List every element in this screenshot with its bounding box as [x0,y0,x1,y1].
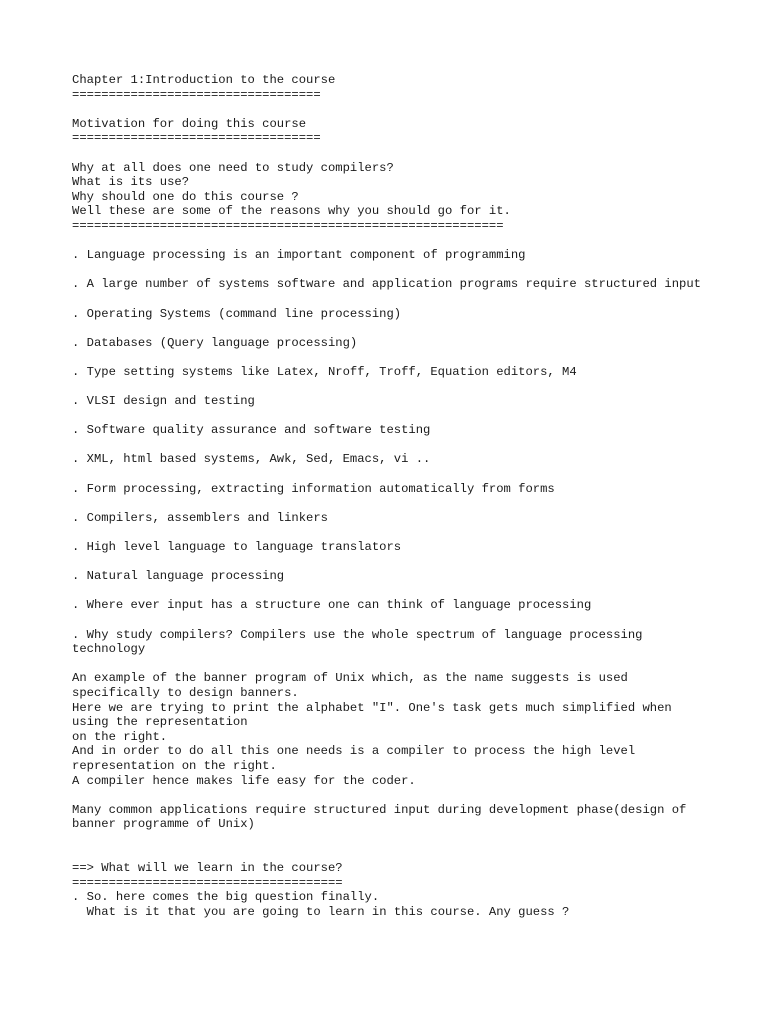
reasons-list [72,248,712,657]
learn-line: . So. here comes the big question finally. [72,890,380,905]
reason-item: . Software quality assurance and software testing [72,423,431,438]
reason-item: . VLSI design and testing [72,394,255,409]
reason-item: . Form processing, extracting information automatically from forms [72,481,555,496]
reason-item: . Databases (Query language processing) [72,335,358,350]
spacer [72,102,712,117]
chapter-title: Chapter 1:Introduction to the course [72,73,336,87]
questions-rule: =========================================================== [72,218,504,233]
applications-paragraph: Many common applications require structured input during development phase(design of banner programme of Unix) [72,802,694,832]
document-page [72,73,712,919]
motivation-rule: ================================== [72,131,321,146]
reason-item: . Compilers, assemblers and linkers [72,510,328,525]
paragraph-line: And in order to do all this one needs is a compiler to process the high level representation on the right. [72,744,643,773]
learn-line: What is it that you are going to learn in this course. Any guess ? [72,904,570,919]
reason-item: . A large number of systems software and application programs require structured input [72,277,701,292]
spacer [72,832,712,847]
spacer [72,146,712,161]
reason-item: . Language processing is an important component of programming [72,248,526,263]
question-line: Why should one do this course ? [72,189,299,204]
reason-item: . Type setting systems like Latex, Nroff, Troff, Equation editors, M4 [72,364,577,379]
spacer [72,846,712,861]
reason-item: . Where ever input has a structure one can think of language processing [72,598,592,613]
spacer [72,234,712,249]
learn-rule: ===================================== [72,875,343,890]
paragraph-line: Here we are trying to print the alphabet "I". One's task gets much simplified when using the representation [72,700,680,730]
paragraph-line: on the right. [72,729,168,744]
reason-item: . Why study compilers? Compilers use the whole spectrum of language processing technology [72,627,650,657]
reason-item: . Natural language processing [72,569,285,584]
question-line: Why at all does one need to study compilers? [72,160,394,175]
paragraph-line: A compiler hence makes life easy for the coder. [72,773,416,788]
reason-item: . Operating Systems (command line processing) [72,306,402,321]
question-line: What is its use? [72,175,190,190]
banner-paragraph [72,671,712,788]
question-list [72,161,712,219]
chapter-title-rule: ================================== [72,87,321,102]
reason-item: . XML, html based systems, Awk, Sed, Emacs, vi .. [72,452,431,467]
paragraph-line: An example of the banner program of Unix which, as the name suggests is used specifically to design banners. [72,671,636,700]
spacer [72,788,712,803]
reason-item: . High level language to language translators [72,540,402,554]
motivation-heading: Motivation for doing this course [72,116,307,131]
learn-heading: ==> What will we learn in the course? [72,861,343,876]
question-line: Well these are some of the reasons why you should go for it. [72,204,511,219]
